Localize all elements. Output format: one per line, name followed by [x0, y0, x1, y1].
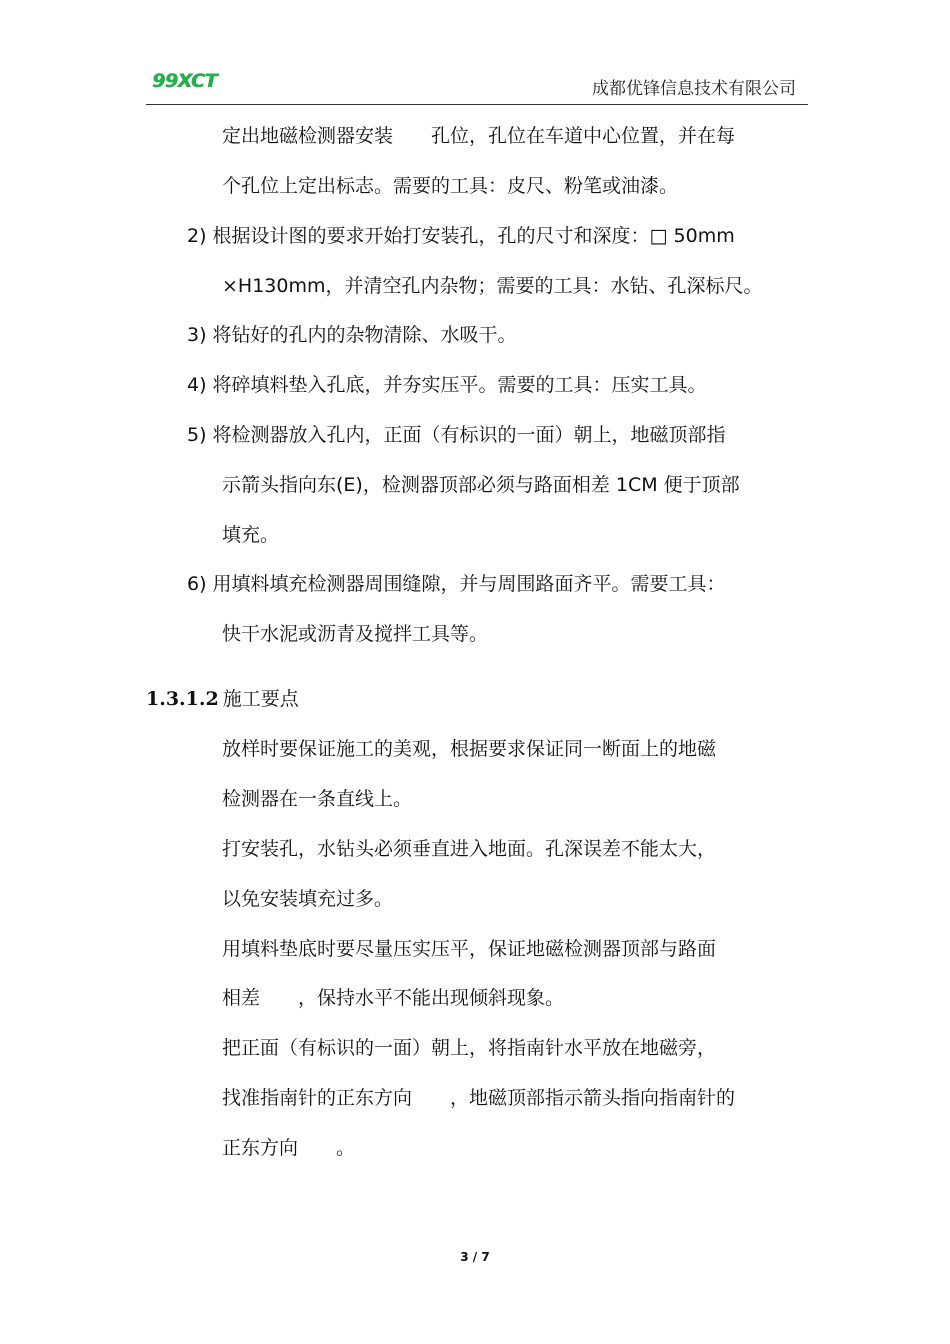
body-line: 个孔位上定出标志。需要的工具：皮尺、粉笔或油漆。 [222, 175, 679, 197]
section-heading [146, 686, 299, 712]
point-line: 把正面（有标识的一面）朝上，将指南针水平放在地磁旁， [222, 1037, 717, 1059]
section-title: 施工要点 [222, 688, 299, 710]
body-line: ×H130mm，并清空孔内杂物；需要的工具：水钻、孔深标尺。 [222, 275, 763, 297]
list-item-3: 3) 将钻好的孔内的杂物清除、水吸干。 [187, 324, 517, 346]
body-line: 定出地磁检测器安装 孔位，孔位在车道中心位置，并在每 [222, 125, 736, 147]
point-line: 找准指南针的正东方向 ，地磁顶部指示箭头指向指南针的 [222, 1087, 736, 1109]
point-line: 相差 ，保持水平不能出现倾斜现象。 [222, 987, 565, 1009]
list-item-5: 5) 将检测器放入孔内，正面（有标识的一面）朝上，地磁顶部指 [187, 424, 726, 446]
body-line: 示箭头指向东(E)，检测器顶部必须与路面相差 1CM 便于顶部 [222, 474, 740, 496]
company-logo: 99XCT [152, 70, 217, 92]
list-item-2: 2) 根据设计图的要求开始打安装孔，孔的尺寸和深度：□ 50mm [187, 225, 735, 247]
point-line: 放样时要保证施工的美观，根据要求保证同一断面上的地磁 [222, 738, 717, 760]
point-line: 打安装孔，水钻头必须垂直进入地面。孔深误差不能太大， [222, 838, 717, 860]
point-line: 检测器在一条直线上。 [222, 788, 413, 810]
body-line: 填充。 [222, 524, 280, 546]
body-line: 快干水泥或沥青及搅拌工具等。 [222, 623, 489, 645]
section-number: 1.3.1.2 [146, 688, 219, 710]
page-header [146, 68, 808, 105]
company-name: 成都优锋信息技术有限公司 [592, 79, 796, 99]
point-line: 以免安装填充过多。 [222, 888, 394, 910]
page-number: 3 / 7 [460, 1250, 490, 1264]
list-item-4: 4) 将碎填料垫入孔底，并夯实压平。需要的工具：压实工具。 [187, 374, 707, 396]
list-item-6: 6) 用填料填充检测器周围缝隙，并与周围路面齐平。需要工具： [187, 573, 726, 595]
point-line: 用填料垫底时要尽量压实压平，保证地磁检测器顶部与路面 [222, 938, 717, 960]
point-line: 正东方向 。 [222, 1137, 356, 1159]
